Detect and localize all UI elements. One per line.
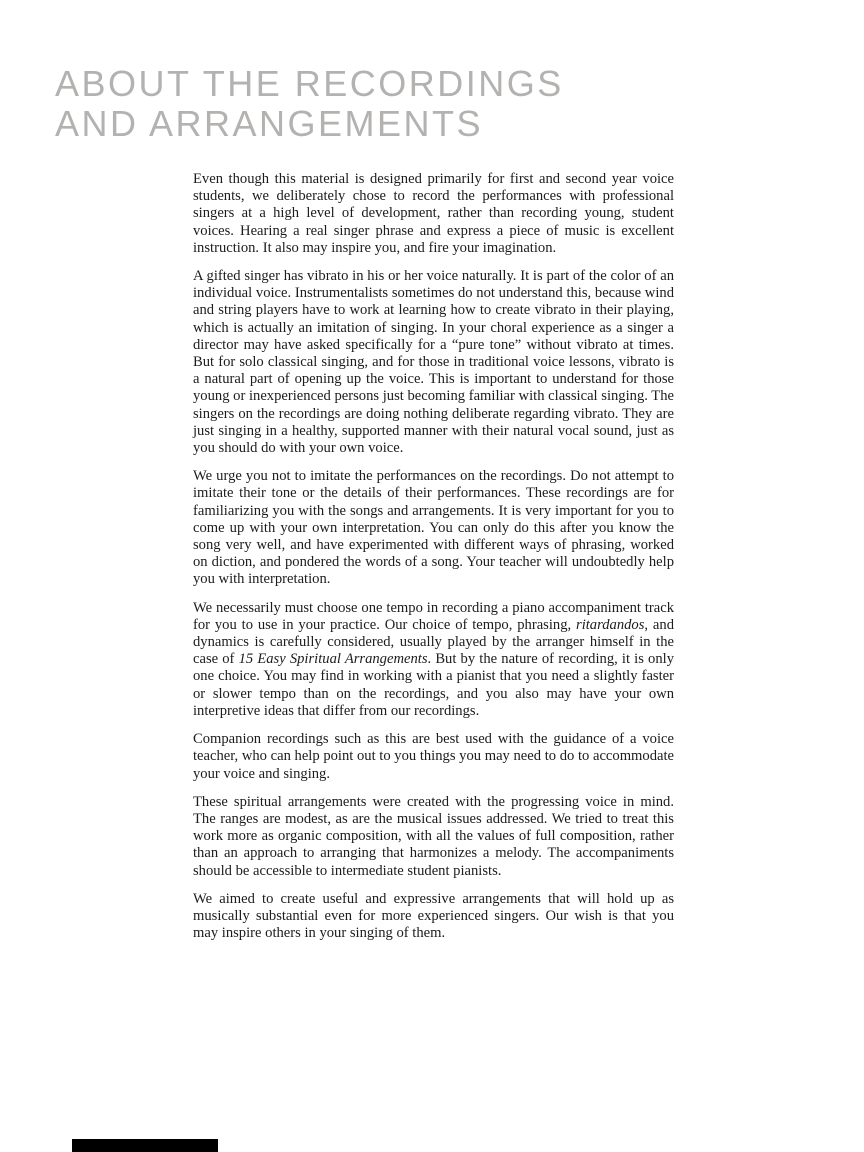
- paragraph-7: [193, 891, 674, 943]
- paragraph-4-text-part-1: We necessarily must choose one tempo in recording a piano accompaniment track for you to use in your practice. Our choice of tempo, phrasing,: [193, 599, 674, 633]
- paragraph-4-text-part-2: , and dynamics is carefully considered, usually played by the arranger himself in the case of: [193, 616, 674, 668]
- italic-term-ritardandos: ritardandos: [576, 616, 645, 633]
- paragraph-5-text: Companion recordings such as this are best used with the guidance of a voice teacher, who can help point out to you things you may need to do to accommodate your voice and singing.: [193, 731, 674, 782]
- paragraph-3-text: We urge you not to imitate the performances on the recordings. Do not attempt to imitate their tone or the details of their performances. These recordings are for familiarizing you with the songs and arrangements. It is very important for you to come up with your own interpretation. You can only do this after you know the song very well, and have experimented with different ways of phrasing, worked on diction, and pondered the words of a song. Your teacher will undoubtedly help you with interpretation.: [193, 468, 674, 588]
- paragraph-7-text: We aimed to create useful and expressive arrangements that will hold up as musically substantial even for more experienced singers. Our wish is that you may inspire others in your singing of them.: [193, 890, 674, 942]
- paragraph-2-text: A gifted singer has vibrato in his or her voice naturally. It is part of the color of an individual voice. Instrumentalists sometimes do not understand this, because wind and string players have to work at learning how to create vibrato in their playing, which is actually an imitation of singing. In your choral experience as a singer a director may have asked specifically for a “pure tone” without vibrato at times. But for solo classical singing, and for those in traditional voice lessons, vibrato is a natural part of opening up the voice. This is important to understand for those young or inexperienced persons just becoming familiar with classical singing. The singers on the recordings are doing nothing deliberate regarding vibrato. They are just singing in a healthy, supported manner with their natural vocal sound, just as you should do with your own voice.: [193, 268, 674, 457]
- paragraph-5: [193, 731, 674, 783]
- body-text: [193, 171, 674, 953]
- paragraph-1-text: Even though this material is designed primarily for first and second year voice students, we deliberately chose to record the performances with professional singers at a high level of development, rather than recording young, student voices. Hearing a real singer phrase and express a piece of music is excellent instruction. It also may inspire you, and fire your imagination.: [193, 171, 674, 256]
- italic-book-title: 15 Easy Spiritual Arrangements: [238, 651, 428, 668]
- paragraph-4: [193, 600, 674, 720]
- page-title-line-1: ABOUT THE RECORDINGS: [55, 63, 564, 104]
- paragraph-4-text-part-3: . But by the nature of recording, it is only one choice. You may find in working with a pianist that you need a slightly faster or slower tempo than on the recordings, and you also may have your own interpretive ideas that differ from our recordings.: [193, 651, 675, 719]
- page-title: [55, 64, 564, 144]
- paragraph-2: [193, 268, 674, 457]
- corner-black-bar: [72, 1139, 218, 1152]
- page-title-line-2: AND ARRANGEMENTS: [55, 103, 484, 144]
- paragraph-1: [193, 171, 674, 257]
- paragraph-3: [193, 468, 674, 588]
- paragraph-6-text: These spiritual arrangements were created with the progressing voice in mind. The ranges are modest, as are the musical issues addressed. We tried to treat this work more as organic composition, with all the values of full composition, rather than an approach to arranging that harmonizes a melody. The accompaniments should be accessible to intermediate student pianists.: [193, 793, 674, 879]
- paragraph-6: [193, 794, 674, 880]
